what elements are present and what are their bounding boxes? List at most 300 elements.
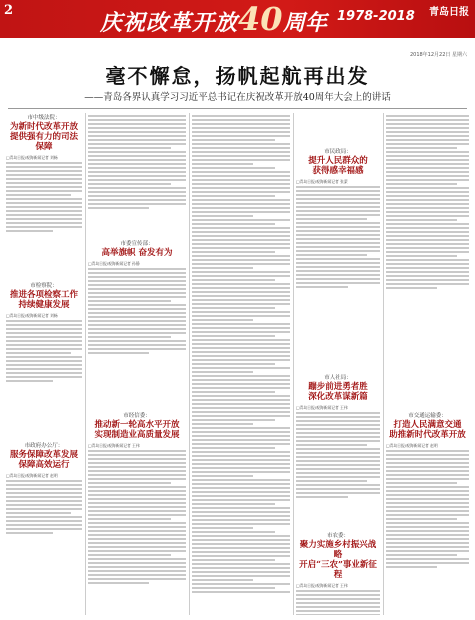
text-line: [192, 403, 290, 405]
text-line: [386, 534, 469, 536]
text-line: [296, 258, 380, 260]
text-line: [386, 550, 469, 552]
text-line: [6, 500, 82, 502]
paper-logo: 青岛日报: [429, 7, 469, 18]
text-line: [192, 559, 275, 561]
text-line: [88, 284, 186, 286]
article-title: 持续健康发展: [18, 300, 70, 310]
text-line: [192, 583, 290, 585]
article-body: [88, 450, 186, 584]
text-line: [6, 332, 82, 334]
text-line: [192, 515, 290, 517]
text-line: [386, 458, 469, 460]
text-line: [88, 344, 186, 346]
text-line: [386, 562, 469, 564]
text-line: [296, 460, 380, 462]
text-line: [88, 296, 186, 298]
text-line: [296, 242, 380, 244]
text-line: [88, 207, 149, 209]
text-line: [386, 191, 469, 193]
text-line: [6, 328, 82, 330]
text-line: [192, 175, 290, 177]
text-line: [88, 530, 186, 532]
text-line: [192, 335, 275, 337]
text-line: [386, 287, 437, 289]
text-line: [88, 276, 186, 278]
headline-rule: [8, 108, 467, 109]
text-line: [386, 466, 469, 468]
article-title: 开启“三农”事业新征程: [299, 560, 377, 580]
text-line: [6, 190, 82, 192]
text-line: [296, 246, 380, 248]
text-line: [88, 292, 186, 294]
text-line: [88, 454, 186, 456]
article-title: 推动新一轮高水平开放: [94, 420, 180, 430]
text-line: [192, 427, 290, 429]
text-line: [192, 323, 290, 325]
text-line: [192, 163, 253, 165]
text-line: [88, 167, 186, 169]
column-4: [296, 113, 380, 615]
text-line: [88, 163, 186, 165]
text-line: [88, 175, 186, 177]
text-line: [296, 456, 380, 458]
text-line: [88, 328, 186, 330]
text-line: [386, 171, 469, 173]
text-line: [386, 147, 457, 149]
text-line: [88, 542, 186, 544]
text-line: [192, 255, 290, 257]
text-line: [192, 131, 290, 133]
date-line: 2018年12月22日 星期六: [409, 52, 467, 58]
text-line: [192, 179, 290, 181]
banner-years: 1978-2018: [337, 9, 415, 24]
text-line: [6, 376, 82, 378]
text-line: [192, 535, 290, 537]
text-line: [88, 195, 186, 197]
text-line: [6, 352, 71, 354]
text-line: [192, 315, 290, 317]
text-line: [386, 494, 469, 496]
text-line: [192, 119, 290, 121]
text-line: [88, 510, 186, 512]
text-line: [296, 186, 380, 188]
text-line: [296, 222, 380, 224]
text-line: [88, 199, 186, 201]
text-line: [296, 492, 380, 494]
text-line: [88, 562, 186, 564]
text-line: [88, 127, 186, 129]
text-line: [192, 351, 290, 353]
text-line: [192, 167, 275, 169]
text-line: [88, 574, 186, 576]
text-line: [386, 159, 469, 161]
text-line: [192, 327, 290, 329]
text-line: [386, 283, 469, 285]
text-line: [192, 319, 253, 321]
text-line: [6, 226, 82, 228]
text-line: [192, 135, 290, 137]
text-line: [6, 182, 82, 184]
article-title: 提升人民群众的: [308, 156, 368, 166]
text-line: [192, 127, 290, 129]
text-line: [192, 363, 275, 365]
text-line: [386, 514, 469, 516]
text-line: [6, 364, 82, 366]
article-body: [386, 450, 469, 568]
text-line: [192, 223, 275, 225]
text-line: [6, 508, 82, 510]
article: [6, 283, 82, 384]
article-heading: [6, 283, 82, 310]
text-line: [192, 479, 290, 481]
text-line: [88, 498, 186, 500]
text-line: [192, 355, 290, 357]
text-line: [88, 183, 171, 185]
text-line: [192, 587, 275, 589]
article-title: 实现制造业高质量发展: [94, 430, 180, 440]
article-title: 推进各项检察工作: [9, 290, 78, 300]
article-title: 助推新时代改革开放: [389, 430, 466, 440]
text-line: [386, 546, 469, 548]
text-line: [192, 211, 290, 213]
text-line: [192, 475, 253, 477]
text-line: [296, 452, 380, 454]
text-line: [192, 227, 290, 229]
text-line: [6, 230, 53, 232]
text-line: [386, 502, 469, 504]
text-line: [296, 210, 380, 212]
text-line: [386, 243, 469, 245]
text-line: [88, 348, 186, 350]
text-line: [6, 368, 82, 370]
text-line: [192, 307, 275, 309]
text-line: [88, 490, 186, 492]
article-byline: □青岛日报/观海新闻记者 赵明: [6, 473, 58, 478]
text-line: [386, 207, 469, 209]
text-line: [192, 383, 290, 385]
article-title: 获得感幸福感: [312, 166, 364, 176]
article-byline: □青岛日报/观海新闻记者 刘畅: [6, 155, 58, 160]
text-line: [6, 492, 82, 494]
article: [88, 413, 186, 586]
text-line: [88, 486, 186, 488]
text-line: [192, 491, 290, 493]
text-line: [386, 251, 469, 253]
article-body: [6, 480, 82, 534]
text-line: [296, 496, 348, 498]
text-line: [386, 179, 469, 181]
text-line: [296, 472, 380, 474]
text-line: [88, 280, 186, 282]
page-number: 2: [4, 3, 14, 18]
article: [296, 149, 380, 290]
text-line: [192, 159, 290, 161]
text-line: [6, 512, 71, 514]
text-line: [296, 194, 380, 196]
article-title: 为新时代改革开放: [9, 122, 78, 132]
text-line: [192, 331, 290, 333]
text-line: [386, 482, 457, 484]
text-line: [386, 498, 469, 500]
text-line: [88, 550, 186, 552]
text-line: [192, 339, 290, 341]
text-line: [88, 332, 186, 334]
text-line: [6, 380, 53, 382]
article-body: [192, 115, 290, 593]
text-line: [386, 203, 469, 205]
text-line: [296, 424, 380, 426]
text-line: [6, 198, 82, 200]
text-line: [296, 464, 380, 466]
text-line: [6, 344, 82, 346]
text-line: [192, 439, 290, 441]
article-kicker: 市民政局：: [324, 149, 352, 155]
article-body: [6, 162, 82, 232]
text-line: [192, 183, 290, 185]
text-line: [386, 151, 469, 153]
text-line: [192, 231, 290, 233]
text-line: [386, 566, 437, 568]
text-line: [88, 534, 186, 536]
text-line: [192, 399, 290, 401]
text-line: [386, 506, 469, 508]
text-line: [386, 454, 469, 456]
text-line: [192, 199, 290, 201]
text-line: [192, 523, 290, 525]
text-line: [192, 247, 290, 249]
article-kicker: 市政府办公厅：: [24, 443, 64, 449]
text-line: [386, 450, 469, 452]
article-body: [386, 115, 469, 289]
text-line: [386, 219, 457, 221]
text-line: [88, 135, 186, 137]
text-line: [88, 155, 186, 157]
article-heading: [88, 241, 186, 258]
article: [296, 375, 380, 500]
text-line: [88, 139, 186, 141]
text-line: [192, 423, 253, 425]
column-1: [6, 113, 82, 615]
text-line: [296, 230, 380, 232]
text-line: [192, 567, 290, 569]
text-line: [386, 554, 457, 556]
column-divider: [85, 113, 86, 615]
text-line: [296, 282, 380, 284]
text-line: [192, 155, 290, 157]
text-line: [296, 598, 380, 600]
text-line: [386, 139, 469, 141]
text-line: [192, 547, 290, 549]
text-line: [88, 522, 186, 524]
article-body: [6, 320, 82, 382]
text-line: [296, 428, 380, 430]
text-line: [88, 171, 186, 173]
text-line: [192, 215, 253, 217]
column-5: [386, 113, 469, 615]
column-2: [88, 113, 186, 615]
column-3: [192, 113, 290, 615]
text-line: [192, 503, 275, 505]
text-line: [192, 443, 290, 445]
text-line: [88, 578, 186, 580]
text-line: [296, 266, 380, 268]
text-line: [192, 411, 290, 413]
text-line: [386, 538, 469, 540]
text-line: [192, 391, 275, 393]
text-line: [386, 490, 469, 492]
text-line: [88, 474, 186, 476]
text-line: [296, 602, 380, 604]
article-heading: [386, 413, 469, 440]
article-heading: [6, 443, 82, 470]
text-line: [386, 526, 469, 528]
text-line: [88, 518, 171, 520]
text-line: [88, 450, 186, 452]
text-line: [88, 272, 186, 274]
text-line: [296, 440, 380, 442]
text-line: [296, 416, 380, 418]
article-heading: [296, 149, 380, 176]
text-line: [296, 190, 380, 192]
article-title: 服务保障改革发展: [9, 450, 78, 460]
text-line: [386, 223, 469, 225]
text-line: [296, 420, 380, 422]
text-line: [6, 210, 82, 212]
text-line: [296, 254, 367, 256]
text-line: [88, 151, 186, 153]
text-line: [192, 579, 253, 581]
article-body: [296, 186, 380, 288]
text-line: [88, 546, 186, 548]
article-kicker: 市人社局：: [324, 375, 352, 381]
text-line: [192, 219, 290, 221]
text-line: [6, 484, 82, 486]
text-line: [192, 527, 253, 529]
column-divider: [383, 113, 384, 615]
text-line: [88, 308, 186, 310]
text-line: [192, 299, 290, 301]
text-line: [192, 151, 290, 153]
text-line: [296, 476, 380, 478]
text-line: [6, 320, 82, 322]
text-line: [88, 582, 149, 584]
article-body: [88, 268, 186, 354]
text-line: [192, 203, 290, 205]
article-heading: [296, 533, 380, 580]
article-byline: □青岛日报/观海新闻记者 王伟: [296, 405, 348, 410]
text-line: [386, 255, 457, 257]
article-byline: □青岛日报/观海新闻记者 王伟: [88, 443, 140, 448]
text-line: [386, 510, 469, 512]
text-line: [192, 191, 290, 193]
main-subheadline: ——青岛各界认真学习习近平总书记在庆祝改革开放40周年大会上的讲话: [84, 92, 391, 103]
text-line: [88, 458, 186, 460]
text-line: [192, 375, 290, 377]
text-line: [296, 480, 367, 482]
article-title: 提供强有力的司法保障: [9, 132, 78, 152]
article-title: 深化改革谋新篇: [308, 392, 368, 402]
text-line: [192, 275, 290, 277]
text-line: [192, 551, 290, 553]
article-heading: [296, 375, 380, 402]
text-line: [6, 504, 82, 506]
text-line: [88, 538, 186, 540]
text-line: [88, 478, 186, 480]
text-line: [386, 155, 469, 157]
column-divider: [293, 113, 294, 615]
masthead-banner: [0, 0, 475, 38]
text-line: [192, 243, 290, 245]
text-line: [88, 506, 186, 508]
text-line: [88, 566, 186, 568]
text-line: [192, 395, 290, 397]
text-line: [192, 563, 290, 565]
text-line: [386, 558, 469, 560]
text-line: [192, 147, 290, 149]
text-line: [386, 175, 469, 177]
text-line: [192, 591, 290, 593]
text-line: [192, 283, 290, 285]
text-line: [192, 555, 290, 557]
text-line: [296, 214, 380, 216]
text-line: [88, 324, 186, 326]
article-byline: □青岛日报/观海新闻记者 张蒙: [296, 179, 348, 184]
text-line: [192, 455, 290, 457]
text-line: [296, 198, 380, 200]
text-line: [296, 614, 380, 615]
text-line: [6, 520, 82, 522]
text-line: [386, 518, 457, 520]
text-line: [6, 348, 82, 350]
text-line: [192, 459, 290, 461]
text-line: [192, 407, 290, 409]
article-kicker: 市中级法院：: [27, 115, 61, 121]
text-line: [296, 234, 380, 236]
banner-prefix: 庆祝改革开放: [100, 10, 239, 36]
text-line: [386, 183, 457, 185]
text-line: [386, 462, 469, 464]
article-kicker: 市交通运输委：: [408, 413, 447, 419]
text-line: [192, 291, 290, 293]
text-line: [296, 226, 380, 228]
article-title: 保障高效运行: [18, 460, 70, 470]
text-line: [296, 270, 380, 272]
text-line: [6, 186, 82, 188]
text-line: [192, 463, 290, 465]
text-line: [88, 147, 171, 149]
text-line: [6, 178, 82, 180]
text-line: [88, 526, 186, 528]
text-line: [88, 340, 186, 342]
text-line: [88, 320, 186, 322]
text-line: [192, 483, 290, 485]
text-line: [296, 286, 348, 288]
text-line: [296, 206, 380, 208]
text-line: [296, 238, 380, 240]
text-line: [6, 340, 82, 342]
text-line: [386, 211, 469, 213]
article: [386, 113, 469, 291]
text-line: [296, 444, 367, 446]
text-line: [192, 271, 290, 273]
text-line: [296, 274, 380, 276]
text-line: [192, 343, 290, 345]
text-line: [6, 528, 82, 530]
text-line: [88, 203, 186, 205]
text-line: [296, 484, 380, 486]
text-line: [192, 415, 290, 417]
